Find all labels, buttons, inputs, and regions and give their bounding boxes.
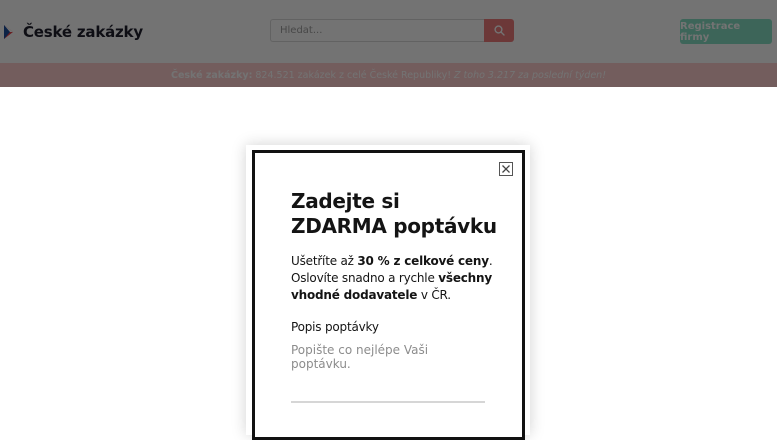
desc-text-1: Ušetříte až [291,254,358,268]
desc-highlight-savings: 30 % z celkové ceny [357,254,489,268]
inquiry-description-input[interactable] [291,339,485,403]
close-icon [502,165,510,173]
modal-title: Zadejte si ZDARMA poptávku [291,189,497,238]
desc-text-3: v ČR. [417,288,451,302]
inquiry-modal [252,150,525,440]
inquiry-field-label: Popis poptávky [291,320,379,334]
desc-highlight-suppliers: všechny vhodné dodavatele [291,271,492,302]
modal-backdrop[interactable] [0,0,777,87]
desc-text-2: . Oslovíte snadno a rychle [291,254,493,285]
close-button[interactable] [499,162,513,176]
modal-description [291,253,495,304]
